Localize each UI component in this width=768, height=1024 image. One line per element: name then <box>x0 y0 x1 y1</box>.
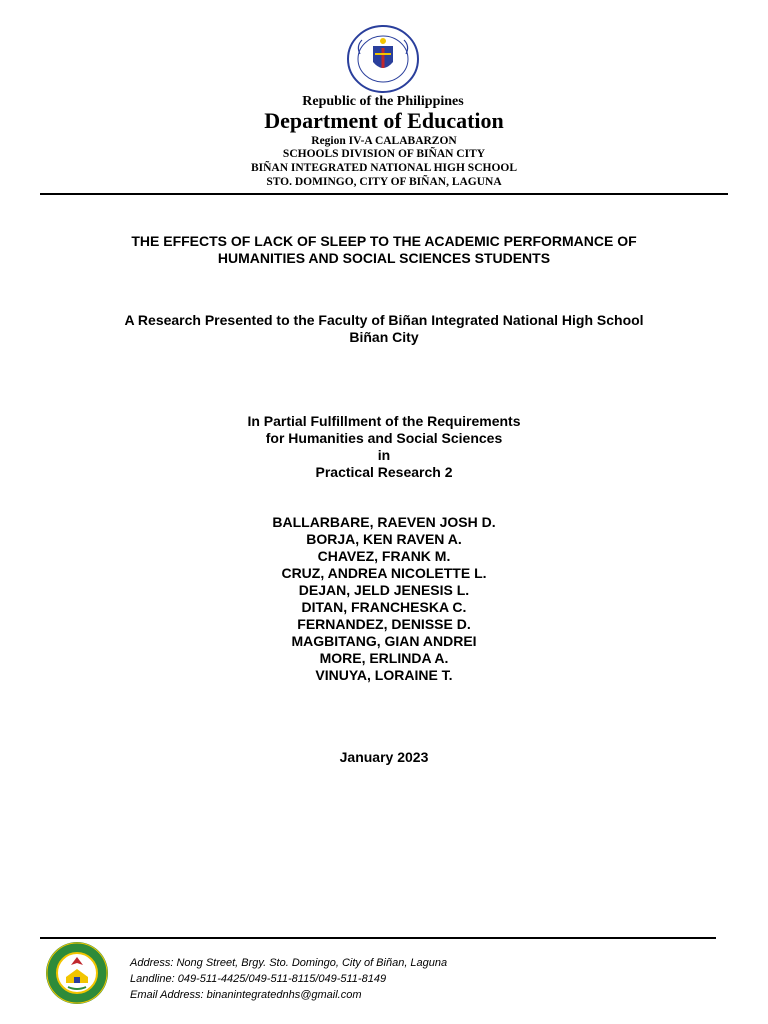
republic-heading: Republic of the Philippines <box>302 94 464 109</box>
presented-statement <box>0 312 768 346</box>
department-heading: Department of Education <box>264 108 504 133</box>
presented-line: Biñan City <box>349 329 419 345</box>
footer-landline: Landline: 049-511-4425/049-511-8115/049-511-8149 <box>130 973 387 985</box>
fulfillment-line: Practical Research 2 <box>315 464 453 480</box>
submission-date: January 2023 <box>339 749 429 765</box>
school-heading: BIÑAN INTEGRATED NATIONAL HIGH SCHOOL <box>250 162 518 174</box>
research-title <box>0 233 768 267</box>
author-name: VINUYA, LORAINE T. <box>315 667 453 683</box>
author-name: MORE, ERLINDA A. <box>319 650 449 666</box>
author-name: DEJAN, JELD JENESIS L. <box>298 582 470 598</box>
title-line: HUMANITIES AND SOCIAL SCIENCES STUDENTS <box>217 250 551 266</box>
title-line: THE EFFECTS OF LACK OF SLEEP TO THE ACADEMIC PERFORMANCE OF <box>131 233 637 249</box>
author-name: DITAN, FRANCHESKA C. <box>301 599 467 615</box>
footer-divider <box>40 937 716 939</box>
header-divider <box>40 193 728 195</box>
author-name: FERNANDEZ, DENISSE D. <box>297 616 471 632</box>
fulfillment-line: for Humanities and Social Sciences <box>265 430 503 446</box>
author-name: MAGBITANG, GIAN ANDREI <box>291 633 477 649</box>
author-name: BALLARBARE, RAEVEN JOSH D. <box>272 514 496 530</box>
footer-contact <box>130 955 447 1003</box>
school-address-heading: STO. DOMINGO, CITY OF BIÑAN, LAGUNA <box>266 176 502 188</box>
presented-line: A Research Presented to the Faculty of Biñan Integrated National High School <box>124 312 644 328</box>
region-heading: Region IV-A CALABARZON <box>311 135 457 147</box>
author-name: CRUZ, ANDREA NICOLETTE L. <box>281 565 487 581</box>
deped-seal-logo <box>346 24 420 94</box>
author-name: BORJA, KEN RAVEN A. <box>306 531 462 547</box>
author-list <box>0 514 768 684</box>
fulfillment-line: In Partial Fulfillment of the Requirements <box>247 413 521 429</box>
fulfillment-line: in <box>377 447 391 463</box>
footer-address: Address: Nong Street, Brgy. Sto. Domingo, City of Biñan, Laguna <box>130 957 448 969</box>
footer-email: Email Address: binanintegratednhs@gmail.com <box>130 989 362 1001</box>
author-name: CHAVEZ, FRANK M. <box>317 548 451 564</box>
school-logo <box>44 941 110 1005</box>
division-heading: SCHOOLS DIVISION OF BIÑAN CITY <box>282 148 486 160</box>
fulfillment-statement <box>0 413 768 481</box>
